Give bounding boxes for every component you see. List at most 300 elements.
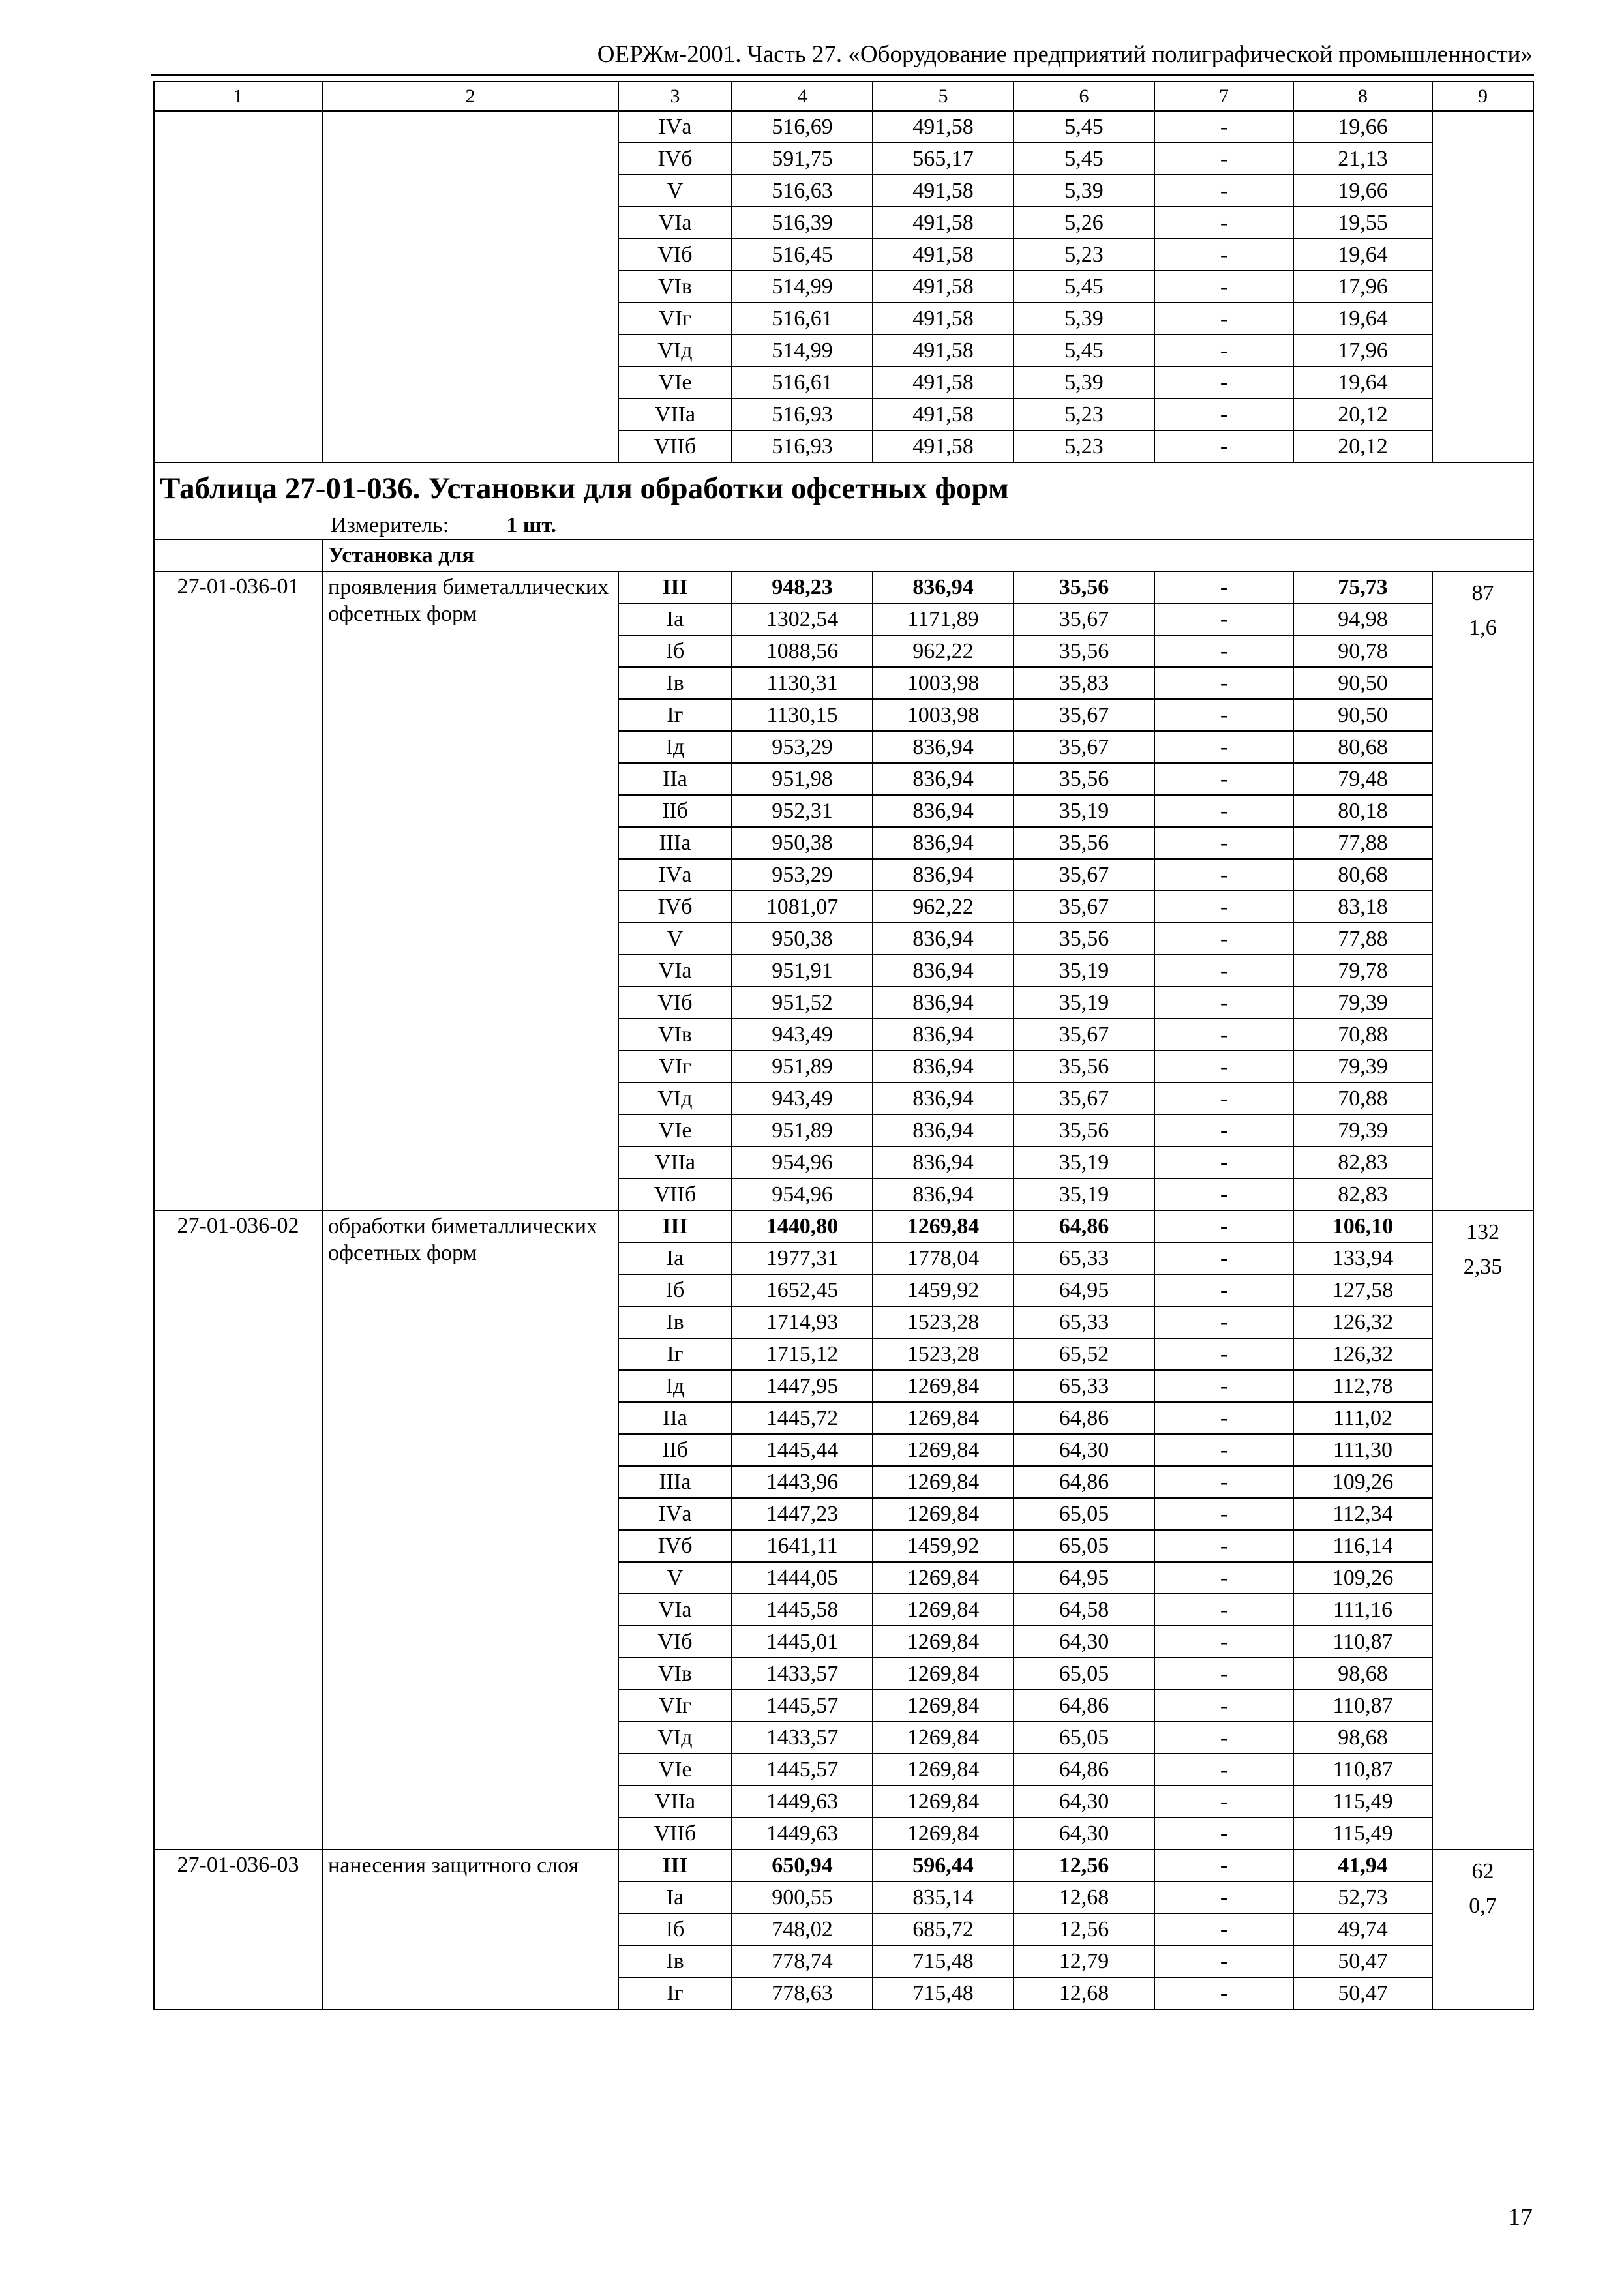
header-rule xyxy=(151,74,1534,76)
including-wages-cell: - xyxy=(1154,398,1293,430)
wages-cell: 836,94 xyxy=(873,827,1014,859)
total-cost-cell: 514,99 xyxy=(732,335,873,367)
machines-cell: 65,33 xyxy=(1014,1242,1154,1274)
including-wages-cell: - xyxy=(1154,1658,1293,1690)
wages-cell: 491,58 xyxy=(873,207,1014,239)
wages-cell: 491,58 xyxy=(873,430,1014,462)
meter-label: Измеритель: xyxy=(331,513,449,537)
machines-cell: 65,05 xyxy=(1014,1498,1154,1530)
machines-cell: 35,56 xyxy=(1014,1051,1154,1083)
total-cost-cell: 952,31 xyxy=(732,795,873,827)
including-wages-cell: - xyxy=(1154,1945,1293,1977)
wages-cell: 1459,92 xyxy=(873,1274,1014,1306)
column-number: 9 xyxy=(1432,82,1533,111)
machines-cell: 5,23 xyxy=(1014,239,1154,271)
labor-cell xyxy=(1432,571,1533,1210)
machines-cell: 65,05 xyxy=(1014,1530,1154,1562)
name-cell xyxy=(322,111,618,462)
machines-cell: 35,19 xyxy=(1014,1146,1154,1178)
machines-cell: 35,19 xyxy=(1014,1178,1154,1210)
column-number: 5 xyxy=(873,82,1014,111)
materials-cell: 50,47 xyxy=(1293,1945,1432,1977)
including-wages-cell: - xyxy=(1154,891,1293,923)
code-cell: 27-01-036-02 xyxy=(154,1210,322,1849)
tier-cell: III xyxy=(618,1210,732,1242)
total-cost-cell: 948,23 xyxy=(732,571,873,603)
including-wages-cell: - xyxy=(1154,1178,1293,1210)
labor-value: 62 xyxy=(1471,1859,1494,1883)
total-cost-cell: 516,93 xyxy=(732,430,873,462)
tier-cell: IIб xyxy=(618,795,732,827)
machines-cell: 64,86 xyxy=(1014,1754,1154,1786)
total-cost-cell: 1443,96 xyxy=(732,1466,873,1498)
name-cell: обработки биметаллических офсетных форм xyxy=(322,1210,618,1849)
tier-cell: VIа xyxy=(618,207,732,239)
machines-cell: 12,68 xyxy=(1014,1881,1154,1913)
tier-cell: Iа xyxy=(618,1242,732,1274)
total-cost-cell: 953,29 xyxy=(732,731,873,763)
wages-cell: 836,94 xyxy=(873,1146,1014,1178)
wages-cell: 1171,89 xyxy=(873,603,1014,635)
materials-cell: 106,10 xyxy=(1293,1210,1432,1242)
including-wages-cell: - xyxy=(1154,271,1293,303)
materials-cell: 17,96 xyxy=(1293,271,1432,303)
tier-cell: Iг xyxy=(618,1338,732,1370)
tier-cell: VIIа xyxy=(618,1786,732,1818)
including-wages-cell: - xyxy=(1154,1722,1293,1754)
machines-cell: 35,67 xyxy=(1014,603,1154,635)
total-cost-cell: 951,91 xyxy=(732,955,873,987)
including-wages-cell: - xyxy=(1154,143,1293,175)
materials-cell: 115,49 xyxy=(1293,1818,1432,1849)
code-cell: 27-01-036-03 xyxy=(154,1849,322,2009)
machines-cell: 35,67 xyxy=(1014,891,1154,923)
materials-cell: 19,64 xyxy=(1293,303,1432,335)
total-cost-cell: 778,63 xyxy=(732,1977,873,2009)
including-wages-cell: - xyxy=(1154,111,1293,143)
materials-cell: 79,39 xyxy=(1293,987,1432,1019)
tier-cell: Iб xyxy=(618,635,732,667)
wages-cell: 836,94 xyxy=(873,923,1014,955)
total-cost-cell: 516,69 xyxy=(732,111,873,143)
wages-cell: 1523,28 xyxy=(873,1338,1014,1370)
materials-cell: 70,88 xyxy=(1293,1019,1432,1051)
labor-value: 0,7 xyxy=(1469,1894,1497,1918)
tier-cell: Iв xyxy=(618,667,732,699)
tier-cell: VIе xyxy=(618,367,732,398)
tier-cell: Iд xyxy=(618,1370,732,1402)
total-cost-cell: 943,49 xyxy=(732,1019,873,1051)
column-number: 3 xyxy=(618,82,732,111)
total-cost-cell: 1088,56 xyxy=(732,635,873,667)
machines-cell: 35,67 xyxy=(1014,731,1154,763)
total-cost-cell: 1449,63 xyxy=(732,1786,873,1818)
rates-table xyxy=(153,81,1534,2010)
wages-cell: 1269,84 xyxy=(873,1722,1014,1754)
code-cell: 27-01-036-01 xyxy=(154,571,322,1210)
machines-cell: 5,39 xyxy=(1014,175,1154,207)
tier-cell: Iа xyxy=(618,603,732,635)
table-row xyxy=(154,1849,1533,1881)
tier-cell: VIг xyxy=(618,303,732,335)
wages-cell: 1269,84 xyxy=(873,1690,1014,1722)
name-cell: нанесения защитного слоя xyxy=(322,1849,618,2009)
wages-cell: 836,94 xyxy=(873,795,1014,827)
wages-cell: 565,17 xyxy=(873,143,1014,175)
machines-cell: 35,56 xyxy=(1014,827,1154,859)
page-header-title: ОЕРЖм-2001. Часть 27. «Оборудование предприятий полиграфической промышленности» xyxy=(597,41,1533,68)
including-wages-cell: - xyxy=(1154,1754,1293,1786)
total-cost-cell: 1445,58 xyxy=(732,1594,873,1626)
machines-cell: 5,45 xyxy=(1014,335,1154,367)
total-cost-cell: 943,49 xyxy=(732,1083,873,1115)
machines-cell: 64,86 xyxy=(1014,1690,1154,1722)
tier-cell: Iг xyxy=(618,1977,732,2009)
tier-cell: Iб xyxy=(618,1913,732,1945)
wages-cell: 836,94 xyxy=(873,1083,1014,1115)
total-cost-cell: 1447,95 xyxy=(732,1370,873,1402)
machines-cell: 64,30 xyxy=(1014,1786,1154,1818)
including-wages-cell: - xyxy=(1154,603,1293,635)
wages-cell: 1269,84 xyxy=(873,1754,1014,1786)
machines-cell: 5,39 xyxy=(1014,303,1154,335)
including-wages-cell: - xyxy=(1154,1690,1293,1722)
machines-cell: 35,67 xyxy=(1014,699,1154,731)
including-wages-cell: - xyxy=(1154,1242,1293,1274)
tier-cell: VIв xyxy=(618,271,732,303)
materials-cell: 50,47 xyxy=(1293,1977,1432,2009)
including-wages-cell: - xyxy=(1154,635,1293,667)
code-cell xyxy=(154,111,322,462)
machines-cell: 35,56 xyxy=(1014,763,1154,795)
tier-cell: VIв xyxy=(618,1019,732,1051)
materials-cell: 111,02 xyxy=(1293,1402,1432,1434)
materials-cell: 109,26 xyxy=(1293,1466,1432,1498)
materials-cell: 111,30 xyxy=(1293,1434,1432,1466)
total-cost-cell: 950,38 xyxy=(732,923,873,955)
tier-cell: IVб xyxy=(618,891,732,923)
tier-cell: Iд xyxy=(618,731,732,763)
tier-cell: VIIа xyxy=(618,398,732,430)
materials-cell: 98,68 xyxy=(1293,1658,1432,1690)
materials-cell: 21,13 xyxy=(1293,143,1432,175)
tier-cell: VIIб xyxy=(618,1178,732,1210)
total-cost-cell: 516,93 xyxy=(732,398,873,430)
labor-value: 87 xyxy=(1471,581,1494,605)
tier-cell: IVб xyxy=(618,143,732,175)
including-wages-cell: - xyxy=(1154,699,1293,731)
machines-cell: 35,56 xyxy=(1014,1115,1154,1146)
wages-cell: 1269,84 xyxy=(873,1562,1014,1594)
including-wages-cell: - xyxy=(1154,1019,1293,1051)
materials-cell: 110,87 xyxy=(1293,1690,1432,1722)
materials-cell: 109,26 xyxy=(1293,1562,1432,1594)
name-cell: проявления биметаллических офсетных форм xyxy=(322,571,618,1210)
labor-value: 1,6 xyxy=(1469,616,1497,640)
tier-cell: IVа xyxy=(618,111,732,143)
including-wages-cell: - xyxy=(1154,1786,1293,1818)
materials-cell: 19,55 xyxy=(1293,207,1432,239)
machines-cell: 65,33 xyxy=(1014,1370,1154,1402)
wages-cell: 1003,98 xyxy=(873,667,1014,699)
materials-cell: 19,64 xyxy=(1293,367,1432,398)
total-cost-cell: 1445,01 xyxy=(732,1626,873,1658)
tier-cell: VIд xyxy=(618,1722,732,1754)
tier-cell: VIе xyxy=(618,1115,732,1146)
total-cost-cell: 950,38 xyxy=(732,827,873,859)
materials-cell: 83,18 xyxy=(1293,891,1432,923)
wages-cell: 962,22 xyxy=(873,891,1014,923)
machines-cell: 65,52 xyxy=(1014,1338,1154,1370)
including-wages-cell: - xyxy=(1154,1977,1293,2009)
wages-cell: 596,44 xyxy=(873,1849,1014,1881)
total-cost-cell: 1641,11 xyxy=(732,1530,873,1562)
machines-cell: 5,45 xyxy=(1014,111,1154,143)
machines-cell: 64,95 xyxy=(1014,1274,1154,1306)
including-wages-cell: - xyxy=(1154,1913,1293,1945)
machines-cell: 12,79 xyxy=(1014,1945,1154,1977)
machines-cell: 64,30 xyxy=(1014,1626,1154,1658)
including-wages-cell: - xyxy=(1154,1626,1293,1658)
wages-cell: 491,58 xyxy=(873,175,1014,207)
wages-cell: 1523,28 xyxy=(873,1306,1014,1338)
materials-cell: 79,39 xyxy=(1293,1051,1432,1083)
subheading: Установка для xyxy=(322,539,1533,571)
tier-cell: VIг xyxy=(618,1051,732,1083)
including-wages-cell: - xyxy=(1154,1274,1293,1306)
tier-cell: IIб xyxy=(618,1434,732,1466)
total-cost-cell: 1444,05 xyxy=(732,1562,873,1594)
labor-cell xyxy=(1432,1210,1533,1849)
materials-cell: 75,73 xyxy=(1293,571,1432,603)
materials-cell: 90,50 xyxy=(1293,667,1432,699)
tier-cell: Iа xyxy=(618,1881,732,1913)
wages-cell: 836,94 xyxy=(873,571,1014,603)
tier-cell: V xyxy=(618,175,732,207)
total-cost-cell: 1445,72 xyxy=(732,1402,873,1434)
including-wages-cell: - xyxy=(1154,955,1293,987)
machines-cell: 5,23 xyxy=(1014,398,1154,430)
wages-cell: 1269,84 xyxy=(873,1466,1014,1498)
including-wages-cell: - xyxy=(1154,1115,1293,1146)
tier-cell: VIIб xyxy=(618,1818,732,1849)
total-cost-cell: 1445,44 xyxy=(732,1434,873,1466)
labor-value: 132 xyxy=(1466,1220,1499,1244)
including-wages-cell: - xyxy=(1154,1338,1293,1370)
wages-cell: 491,58 xyxy=(873,239,1014,271)
tier-cell: VIе xyxy=(618,1754,732,1786)
total-cost-cell: 748,02 xyxy=(732,1913,873,1945)
wages-cell: 1269,84 xyxy=(873,1658,1014,1690)
tier-cell: IVа xyxy=(618,1498,732,1530)
column-number: 4 xyxy=(732,82,873,111)
wages-cell: 685,72 xyxy=(873,1913,1014,1945)
wages-cell: 1459,92 xyxy=(873,1530,1014,1562)
tier-cell: V xyxy=(618,923,732,955)
total-cost-cell: 591,75 xyxy=(732,143,873,175)
column-number: 1 xyxy=(154,82,322,111)
wages-cell: 1269,84 xyxy=(873,1210,1014,1242)
total-cost-cell: 1714,93 xyxy=(732,1306,873,1338)
materials-cell: 19,66 xyxy=(1293,175,1432,207)
materials-cell: 52,73 xyxy=(1293,1881,1432,1913)
column-number: 6 xyxy=(1014,82,1154,111)
materials-cell: 49,74 xyxy=(1293,1913,1432,1945)
tier-cell: VIIб xyxy=(618,430,732,462)
tier-cell: VIд xyxy=(618,335,732,367)
machines-cell: 64,86 xyxy=(1014,1210,1154,1242)
materials-cell: 80,68 xyxy=(1293,731,1432,763)
machines-cell: 35,83 xyxy=(1014,667,1154,699)
materials-cell: 112,78 xyxy=(1293,1370,1432,1402)
materials-cell: 116,14 xyxy=(1293,1530,1432,1562)
wages-cell: 491,58 xyxy=(873,111,1014,143)
total-cost-cell: 1447,23 xyxy=(732,1498,873,1530)
materials-cell: 79,78 xyxy=(1293,955,1432,987)
including-wages-cell: - xyxy=(1154,923,1293,955)
wages-cell: 835,14 xyxy=(873,1881,1014,1913)
table-title: Таблица 27-01-036. Установки для обработки офсетных форм xyxy=(160,471,1009,505)
tier-cell: VIIа xyxy=(618,1146,732,1178)
total-cost-cell: 1081,07 xyxy=(732,891,873,923)
machines-cell: 5,26 xyxy=(1014,207,1154,239)
materials-cell: 127,58 xyxy=(1293,1274,1432,1306)
meter-value: 1 шт. xyxy=(506,513,557,537)
total-cost-cell: 1302,54 xyxy=(732,603,873,635)
materials-cell: 90,78 xyxy=(1293,635,1432,667)
including-wages-cell: - xyxy=(1154,1466,1293,1498)
materials-cell: 20,12 xyxy=(1293,430,1432,462)
total-cost-cell: 951,98 xyxy=(732,763,873,795)
total-cost-cell: 516,45 xyxy=(732,239,873,271)
meter-line xyxy=(331,513,1527,539)
table-row xyxy=(154,571,1533,603)
including-wages-cell: - xyxy=(1154,207,1293,239)
materials-cell: 70,88 xyxy=(1293,1083,1432,1115)
tier-cell: VIа xyxy=(618,955,732,987)
wages-cell: 836,94 xyxy=(873,763,1014,795)
including-wages-cell: - xyxy=(1154,859,1293,891)
labor-cell xyxy=(1432,1849,1533,2009)
wages-cell: 1003,98 xyxy=(873,699,1014,731)
materials-cell: 20,12 xyxy=(1293,398,1432,430)
table-row xyxy=(154,1210,1533,1242)
machines-cell: 64,30 xyxy=(1014,1434,1154,1466)
wages-cell: 491,58 xyxy=(873,271,1014,303)
materials-cell: 112,34 xyxy=(1293,1498,1432,1530)
total-cost-cell: 951,89 xyxy=(732,1115,873,1146)
materials-cell: 77,88 xyxy=(1293,923,1432,955)
total-cost-cell: 1440,80 xyxy=(732,1210,873,1242)
tier-cell: VIд xyxy=(618,1083,732,1115)
machines-cell: 64,86 xyxy=(1014,1402,1154,1434)
total-cost-cell: 516,63 xyxy=(732,175,873,207)
machines-cell: 35,19 xyxy=(1014,955,1154,987)
wages-cell: 1269,84 xyxy=(873,1402,1014,1434)
total-cost-cell: 951,89 xyxy=(732,1051,873,1083)
materials-cell: 19,64 xyxy=(1293,239,1432,271)
wages-cell: 1269,84 xyxy=(873,1626,1014,1658)
materials-cell: 133,94 xyxy=(1293,1242,1432,1274)
machines-cell: 5,45 xyxy=(1014,271,1154,303)
including-wages-cell: - xyxy=(1154,1083,1293,1115)
total-cost-cell: 1445,57 xyxy=(732,1754,873,1786)
tier-cell: IIа xyxy=(618,763,732,795)
wages-cell: 1269,84 xyxy=(873,1370,1014,1402)
machines-cell: 64,86 xyxy=(1014,1466,1154,1498)
including-wages-cell: - xyxy=(1154,335,1293,367)
wages-cell: 836,94 xyxy=(873,731,1014,763)
total-cost-cell: 1130,15 xyxy=(732,699,873,731)
tier-cell: Iв xyxy=(618,1306,732,1338)
machines-cell: 12,56 xyxy=(1014,1913,1154,1945)
total-cost-cell: 1433,57 xyxy=(732,1722,873,1754)
including-wages-cell: - xyxy=(1154,1306,1293,1338)
materials-cell: 126,32 xyxy=(1293,1306,1432,1338)
machines-cell: 64,30 xyxy=(1014,1818,1154,1849)
wages-cell: 836,94 xyxy=(873,987,1014,1019)
machines-cell: 35,56 xyxy=(1014,923,1154,955)
tier-cell: Iв xyxy=(618,1945,732,1977)
machines-cell: 35,56 xyxy=(1014,635,1154,667)
materials-cell: 111,16 xyxy=(1293,1594,1432,1626)
total-cost-cell: 900,55 xyxy=(732,1881,873,1913)
wages-cell: 491,58 xyxy=(873,335,1014,367)
wages-cell: 836,94 xyxy=(873,1019,1014,1051)
including-wages-cell: - xyxy=(1154,795,1293,827)
tier-cell: VIа xyxy=(618,1594,732,1626)
including-wages-cell: - xyxy=(1154,367,1293,398)
including-wages-cell: - xyxy=(1154,430,1293,462)
machines-cell: 12,68 xyxy=(1014,1977,1154,2009)
column-number: 2 xyxy=(322,82,618,111)
machines-cell: 5,45 xyxy=(1014,143,1154,175)
total-cost-cell: 954,96 xyxy=(732,1146,873,1178)
wages-cell: 491,58 xyxy=(873,367,1014,398)
machines-cell: 35,67 xyxy=(1014,1019,1154,1051)
machines-cell: 12,56 xyxy=(1014,1849,1154,1881)
total-cost-cell: 516,61 xyxy=(732,303,873,335)
including-wages-cell: - xyxy=(1154,987,1293,1019)
machines-cell: 65,05 xyxy=(1014,1658,1154,1690)
wages-cell: 836,94 xyxy=(873,955,1014,987)
materials-cell: 80,18 xyxy=(1293,795,1432,827)
including-wages-cell: - xyxy=(1154,303,1293,335)
total-cost-cell: 650,94 xyxy=(732,1849,873,1881)
materials-cell: 115,49 xyxy=(1293,1786,1432,1818)
machines-cell: 5,39 xyxy=(1014,367,1154,398)
tier-cell: IVб xyxy=(618,1530,732,1562)
wages-cell: 715,48 xyxy=(873,1977,1014,2009)
tier-cell: III xyxy=(618,571,732,603)
total-cost-cell: 953,29 xyxy=(732,859,873,891)
machines-cell: 35,56 xyxy=(1014,571,1154,603)
including-wages-cell: - xyxy=(1154,1562,1293,1594)
machines-cell: 35,67 xyxy=(1014,859,1154,891)
wages-cell: 1269,84 xyxy=(873,1786,1014,1818)
materials-cell: 77,88 xyxy=(1293,827,1432,859)
wages-cell: 836,94 xyxy=(873,1178,1014,1210)
labor-value: 2,35 xyxy=(1463,1255,1503,1279)
including-wages-cell: - xyxy=(1154,239,1293,271)
wages-cell: 491,58 xyxy=(873,398,1014,430)
tier-cell: Iб xyxy=(618,1274,732,1306)
materials-cell: 110,87 xyxy=(1293,1626,1432,1658)
total-cost-cell: 951,52 xyxy=(732,987,873,1019)
total-cost-cell: 516,61 xyxy=(732,367,873,398)
materials-cell: 126,32 xyxy=(1293,1338,1432,1370)
materials-cell: 82,83 xyxy=(1293,1178,1432,1210)
